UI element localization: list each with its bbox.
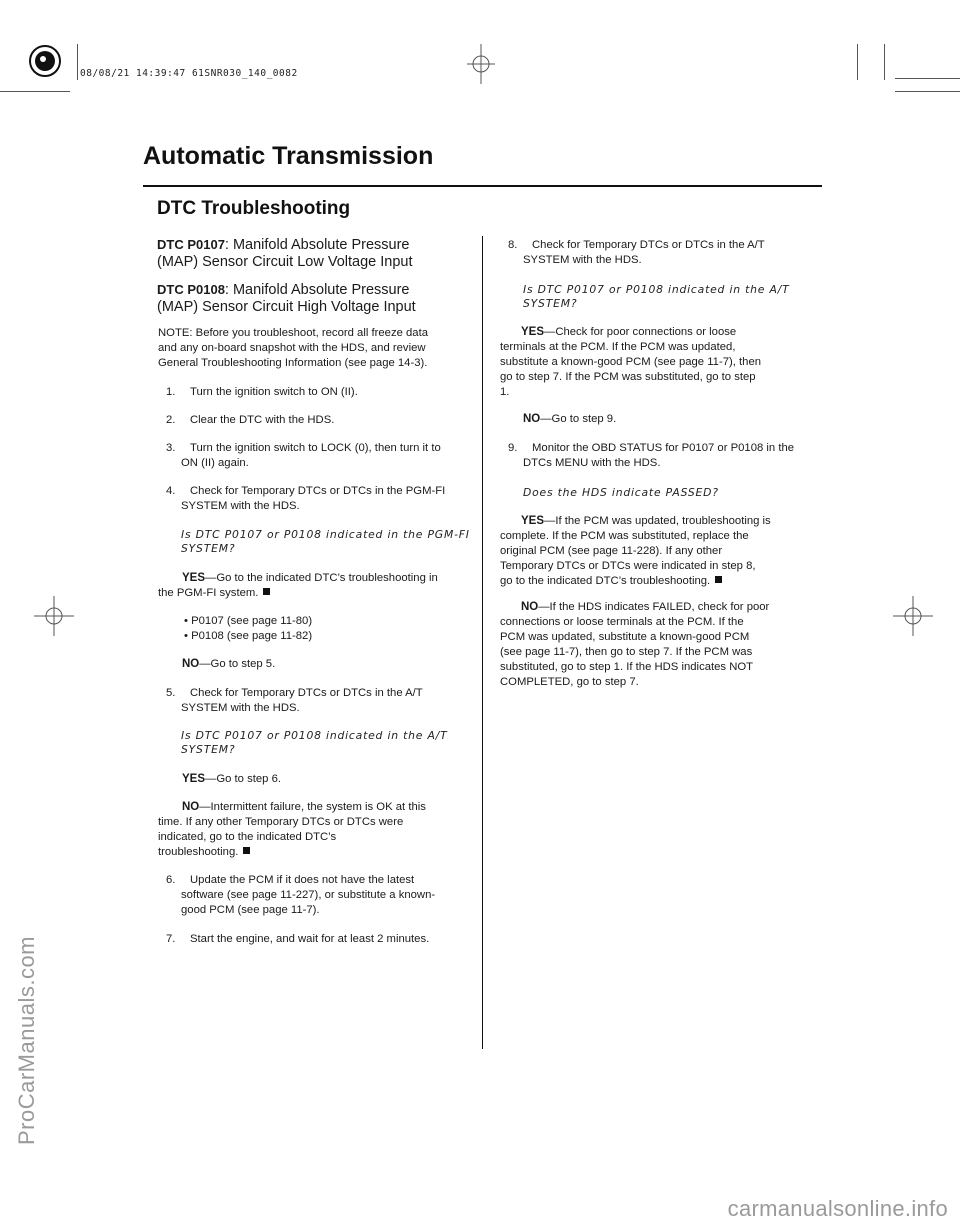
dtc-header-p0108	[157, 281, 477, 316]
question-text: SYSTEM?	[181, 743, 236, 756]
dtc-header-p0107	[157, 236, 477, 271]
no-text: Go to step 9.	[551, 413, 617, 425]
registration-crosshair-icon	[34, 596, 74, 636]
dtc-description: : Manifold Absolute Pressure	[224, 237, 410, 253]
step-text: good PCM (see page 11-7).	[181, 904, 320, 916]
bottom-watermark: carmanualsonline.info	[727, 1196, 948, 1221]
no-text: Go to step 5.	[210, 658, 276, 670]
step-number: 6.	[166, 874, 176, 886]
side-watermark: ProCarManuals.com	[14, 935, 39, 1145]
no-text: (see page 11-7), then go to step 7. If the PCM was	[500, 646, 753, 658]
step-2	[166, 413, 334, 428]
step-9-question	[523, 486, 719, 500]
step-6	[166, 873, 435, 918]
question-text: Is DTC P0107 or P0108 indicated in the A/T	[181, 729, 448, 742]
step-text: SYSTEM with the HDS.	[181, 500, 300, 512]
yes-text: Go to the indicated DTC’s troubleshooting in	[216, 572, 438, 584]
dtc-description: (MAP) Sensor Circuit Low Voltage Input	[157, 254, 413, 270]
crop-mark	[77, 44, 78, 80]
step-3	[166, 441, 441, 471]
yes-text: Go to step 6.	[216, 773, 281, 785]
yes-text: go to step 7. If the PCM was substituted, go to step	[500, 371, 756, 383]
step-text: Turn the ignition switch to ON (II).	[190, 386, 358, 398]
yes-text: go to the indicated DTC’s troubleshooting.	[500, 575, 711, 587]
yes-text: the PGM-FI system.	[158, 587, 259, 599]
yes-text: substitute a known-good PCM (see page 11-7), then	[500, 356, 762, 368]
step-4-question	[181, 528, 470, 556]
step-text: DTCs MENU with the HDS.	[523, 457, 661, 469]
step-9-yes: YES—If the PCM was updated, troubleshooting is complete. If the PCM was substituted, replace the original PCM (see page 11-228). If any other Temporary DTCs or DTCs were indicated in step 8, go to the indicated DTC’s troubleshooting.	[500, 514, 810, 589]
dtc-description: (MAP) Sensor Circuit High Voltage Input	[157, 299, 416, 315]
question-text: Does the HDS indicate PASSED?	[523, 486, 719, 499]
yes-text: terminals at the PCM. If the PCM was updated,	[500, 341, 736, 353]
step-8-yes: YES—Check for poor connections or loose terminals at the PCM. If the PCM was updated, substitute a known-good PCM (see page 11-7), then go to step 7. If the PCM was substituted, go to step 1.	[500, 325, 810, 400]
registration-target-icon	[28, 44, 62, 78]
step-5-no: NO—Intermittent failure, the system is OK at this time. If any other Temporary DTCs or DTCs were indicated, go to the indicated DTC’s troubleshooting.	[158, 800, 468, 860]
step-number: 3.	[166, 442, 176, 454]
question-text: Is DTC P0107 or P0108 indicated in the A/T	[523, 283, 790, 296]
step-9-no: NO—If the HDS indicates FAILED, check for poor connections or loose terminals at the PCM. If the PCM was updated, substitute a known-good PCM (see page 11-7), then go to step 7. If the PCM was substituted, go to step 1. If the HDS indicates NOT COMPLETED, go to step 7.	[500, 600, 810, 690]
step-8-question	[523, 283, 790, 311]
no-label: NO	[523, 413, 541, 425]
no-text: Intermittent failure, the system is OK at this	[210, 801, 426, 813]
step-text: Clear the DTC with the HDS.	[190, 414, 335, 426]
step-text: Start the engine, and wait for at least 2 minutes.	[190, 933, 430, 945]
no-text: substituted, go to step 1. If the HDS indicates NOT	[500, 661, 754, 673]
question-text: SYSTEM?	[181, 542, 236, 555]
bullet-text: P0107 (see page 11-80)	[191, 615, 313, 627]
crop-mark	[895, 78, 960, 79]
no-text: time. If any other Temporary DTCs or DTCs were	[158, 816, 404, 828]
step-text: Check for Temporary DTCs or DTCs in the PGM-FI	[190, 485, 446, 497]
no-text: If the HDS indicates FAILED, check for poor	[549, 601, 770, 613]
step-text: Turn the ignition switch to LOCK (0), then turn it to	[190, 442, 441, 454]
yes-label: YES	[521, 326, 545, 338]
step-text: ON (II) again.	[181, 457, 249, 469]
step-9	[508, 441, 794, 471]
step-number: 7.	[166, 933, 176, 945]
note-line: NOTE: Before you troubleshoot, record all freeze data	[158, 327, 429, 339]
step-text: software (see page 11-227), or substitute a known-	[181, 889, 436, 901]
no-text: connections or loose terminals at the PCM. If the	[500, 616, 744, 628]
no-text: troubleshooting.	[158, 846, 239, 858]
dtc-code: DTC P0108	[157, 282, 225, 297]
no-text: indicated, go to the indicated DTC’s	[158, 831, 337, 843]
step-number: 9.	[508, 442, 518, 454]
crop-mark	[0, 91, 70, 92]
crop-mark	[895, 91, 960, 92]
step-number: 5.	[166, 687, 176, 699]
step-8	[508, 238, 765, 268]
end-mark-icon	[715, 576, 722, 583]
step-8-no: NO—Go to step 9.	[523, 413, 617, 425]
step-number: 4.	[166, 485, 176, 497]
yes-text: 1.	[500, 386, 510, 398]
column-divider	[482, 236, 483, 1049]
no-label: NO	[182, 801, 200, 813]
registration-crosshair-icon	[461, 44, 501, 84]
question-text: Is DTC P0107 or P0108 indicated in the PGM-FI	[181, 528, 470, 541]
step-4-bullets: • P0107 (see page 11-80) • P0108 (see page 11-82)	[184, 615, 313, 642]
step-text: Monitor the OBD STATUS for P0107 or P0108 in the	[532, 442, 795, 454]
step-number: 2.	[166, 414, 176, 426]
yes-text: complete. If the PCM was substituted, replace the	[500, 530, 749, 542]
note-line: and any on-board snapshot with the HDS, and review	[158, 342, 426, 354]
step-4-no: NO—Go to step 5.	[182, 658, 276, 670]
step-text: Check for Temporary DTCs or DTCs in the A/T	[190, 687, 423, 699]
end-mark-icon	[263, 588, 270, 595]
yes-label: YES	[182, 572, 206, 584]
title-rule	[143, 185, 822, 187]
step-1	[166, 385, 358, 400]
note-line: General Troubleshooting Information (see page 14-3).	[158, 357, 428, 369]
step-7	[166, 932, 429, 947]
dtc-code: DTC P0107	[157, 237, 225, 252]
step-5-yes: YES—Go to step 6.	[182, 773, 281, 785]
step-number: 8.	[508, 239, 518, 251]
step-4	[166, 484, 445, 514]
step-text: Check for Temporary DTCs or DTCs in the A/T	[532, 239, 765, 251]
yes-label: YES	[182, 773, 206, 785]
note	[158, 326, 478, 371]
no-text: COMPLETED, go to step 7.	[500, 676, 639, 688]
registration-crosshair-icon	[893, 596, 933, 636]
step-text: SYSTEM with the HDS.	[181, 702, 300, 714]
step-text: Update the PCM if it does not have the latest	[190, 874, 415, 886]
question-text: SYSTEM?	[523, 297, 578, 310]
yes-label: YES	[521, 515, 545, 527]
step-text: SYSTEM with the HDS.	[523, 254, 642, 266]
bullet-text: P0108 (see page 11-82)	[191, 630, 313, 642]
step-5-question	[181, 729, 448, 757]
no-label: NO	[182, 658, 200, 670]
crop-mark	[857, 44, 858, 80]
section-title: DTC Troubleshooting	[157, 198, 351, 219]
no-text: PCM was updated, substitute a known-good PCM	[500, 631, 750, 643]
page-title: Automatic Transmission	[143, 142, 434, 170]
crop-mark	[884, 44, 885, 80]
no-label: NO	[521, 601, 539, 613]
step-4-yes: YES—Go to the indicated DTC’s troubleshooting in the PGM-FI system.	[158, 572, 438, 599]
step-number: 1.	[166, 386, 176, 398]
step-5	[166, 686, 423, 716]
dtc-description: : Manifold Absolute Pressure	[224, 282, 410, 298]
yes-text: Check for poor connections or loose	[555, 326, 737, 338]
yes-text: original PCM (see page 11-228). If any other	[500, 545, 723, 557]
print-timestamp: 08/08/21 14:39:47 61SNR030_140_0082	[80, 68, 298, 79]
yes-text: If the PCM was updated, troubleshooting is	[555, 515, 771, 527]
yes-text: Temporary DTCs or DTCs were indicated in step 8,	[500, 560, 756, 572]
end-mark-icon	[243, 847, 250, 854]
